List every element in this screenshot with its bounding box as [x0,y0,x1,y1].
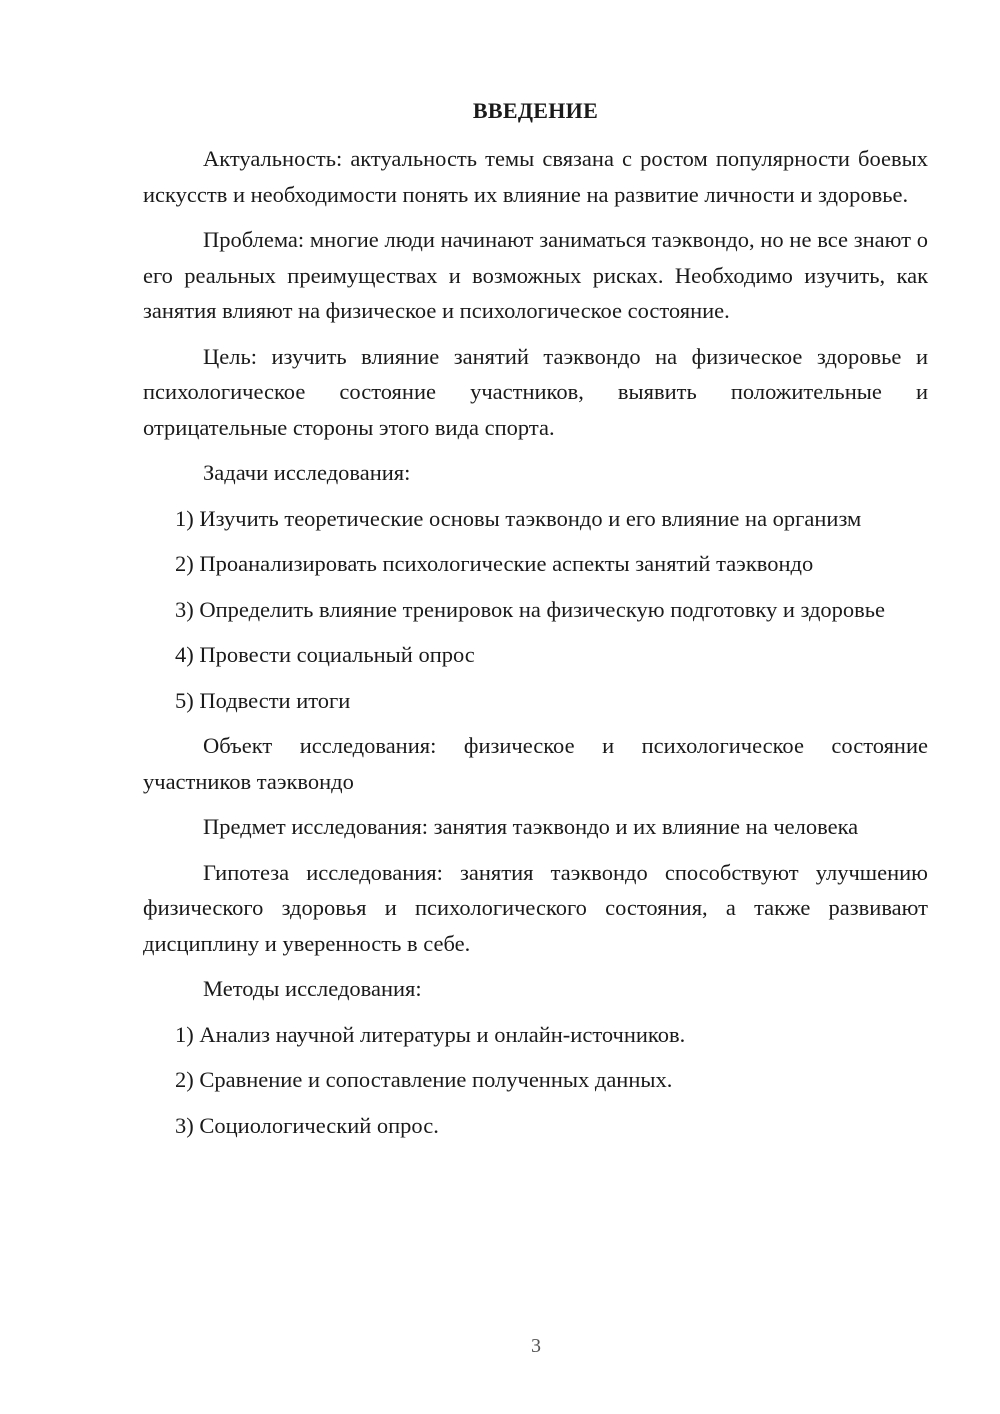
page-number: 3 [531,1335,541,1357]
list-item-task-2: 2) Проанализировать психологические аспекты занятий таэквондо [175,551,814,576]
paragraph-hypothesis: Гипотеза исследования: занятия таэквондо способствуют улучшению физического здоровья и психологического состояния, а также развивают дисциплину и уверенность в себе. [143,859,928,956]
paragraph-relevance: Актуальность: актуальность темы связана с ростом популярности боевых искусств и необходимости понять их влияние на развитие личности и здоровье. [143,146,928,207]
list-item-task-4: 4) Провести социальный опрос [175,642,475,667]
paragraph-goal: Цель: изучить влияние занятий таэквондо на физическое здоровье и психологическое состояние участников, выявить положительные и отрицательные стороны этого вида спорта. [143,343,928,440]
methods-list [143,1017,928,1144]
list-item-task-5: 5) Подвести итоги [175,687,351,713]
tasks-heading: Задачи исследования: [203,460,411,485]
paragraph-problem: Проблема: многие люди начинают заниматься таэквондо, но не все знают о его реальных преимуществах и возможных рисках. Необходимо изучить, как занятия влияют на физическое и психологическое состояние. [143,227,928,323]
list-item-method-3: 3) Социологический опрос. [175,1112,439,1138]
list-item-task-1: 1) Изучить теоретические основы таэквондо и его влияние на организм [175,505,862,531]
methods-heading: Методы исследования: [203,976,422,1001]
list-item-method-1: 1) Анализ научной литературы и онлайн-источников. [175,1021,686,1047]
list-item-task-3: 3) Определить влияние тренировок на физическую подготовку и здоровье [175,596,886,622]
list-item-method-2: 2) Сравнение и сопоставление полученных данных. [175,1067,673,1092]
tasks-list [143,501,928,719]
paragraph-subject: Предмет исследования: занятия таэквондо и их влияние на человека [203,814,859,839]
page-title: ВВЕДЕНИЕ [472,98,599,123]
paragraph-object: Объект исследования: физическое и психологическое состояние участников таэквондо [143,733,928,794]
document-body [143,141,928,1153]
